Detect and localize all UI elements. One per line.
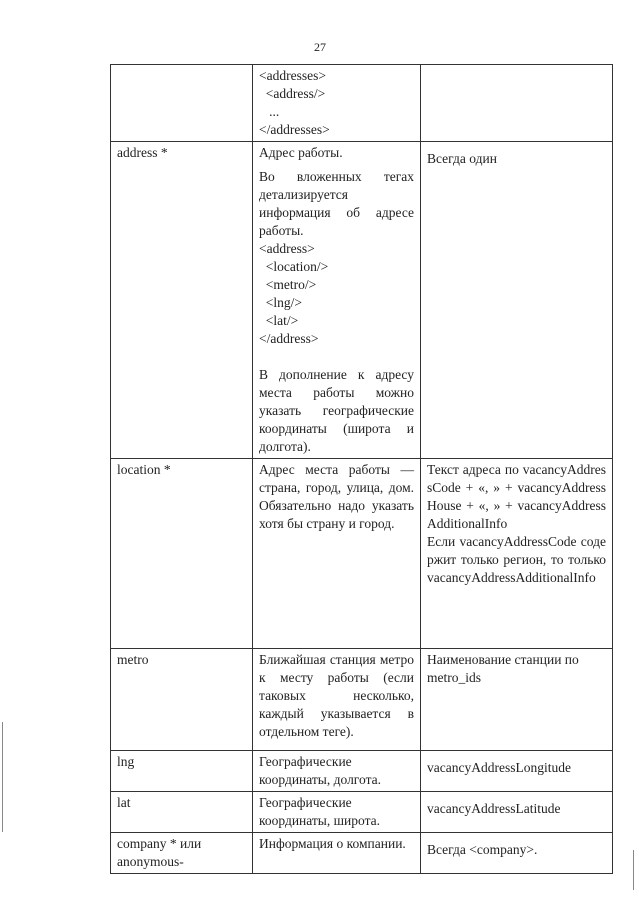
- code-line: </address>: [259, 331, 319, 346]
- mapping-cell: vacancyAddressLongitude: [421, 751, 613, 792]
- description-cell: Информация о компании.: [253, 833, 421, 874]
- tag-name-cell: lat: [111, 792, 253, 833]
- mapping-cell: [421, 65, 613, 142]
- table-row: [111, 65, 613, 142]
- code-line: <location/>: [259, 259, 329, 274]
- description-cell: [253, 65, 421, 142]
- mapping-text: Если vacancyAddressCode содержит только регион, то только vacancyAddressAdditionalInfo: [427, 534, 606, 585]
- mapping-text: Текст адреса по vacancyAddressCode + «, » + vacancyAddressHouse + «, » + vacancyAddressAdditionalInfo: [427, 462, 606, 531]
- tag-name-cell: address *: [111, 142, 253, 459]
- description-cell: [253, 142, 421, 459]
- xml-example: [259, 240, 414, 348]
- mapping-cell: vacancyAddressLatitude: [421, 792, 613, 833]
- description-cell: Географические координаты, широта.: [253, 792, 421, 833]
- xml-example: [259, 67, 414, 139]
- description-text: Во вложенных тегах детализируется информация об адресе работы.: [259, 169, 414, 238]
- mapping-cell: Всегда один: [421, 142, 613, 459]
- table-row: [111, 833, 613, 874]
- specification-table: [110, 64, 613, 874]
- tag-name-cell: [111, 65, 253, 142]
- tag-name-cell: metro: [111, 649, 253, 751]
- description-cell: Адрес места работы — страна, город, улица, дом. Обязательно надо указать хотя бы страну и город.: [253, 459, 421, 649]
- code-line: <address>: [259, 241, 315, 256]
- mapping-cell: [421, 459, 613, 649]
- table-row: [111, 649, 613, 751]
- table-row: [111, 751, 613, 792]
- code-line: <lng/>: [259, 295, 302, 310]
- code-line: ...: [259, 104, 280, 119]
- description-text: В дополнение к адресу места работы можно указать географические координаты (широта и долгота).: [259, 367, 414, 454]
- mapping-cell: Всегда <company>.: [421, 833, 613, 874]
- description-text: Адрес работы.: [259, 145, 343, 160]
- table-row: [111, 459, 613, 649]
- page-number: 27: [314, 40, 326, 54]
- mapping-cell: Наименование станции по metro_ids: [421, 649, 613, 751]
- code-line: </addresses>: [259, 122, 330, 137]
- description-cell: Географические координаты, долгота.: [253, 751, 421, 792]
- table-row: [111, 142, 613, 459]
- tag-name-cell: location *: [111, 459, 253, 649]
- code-line: <lat/>: [259, 313, 299, 328]
- description-cell: Ближайшая станция метро к месту работы (если таковых несколько, каждый указывается в отдельном теге).: [253, 649, 421, 751]
- scan-margin-line: [633, 850, 634, 890]
- tag-name-cell: lng: [111, 751, 253, 792]
- code-line: <addresses>: [259, 68, 326, 83]
- table-row: [111, 792, 613, 833]
- scan-margin-line: [2, 722, 3, 832]
- code-line: <address/>: [259, 86, 326, 101]
- code-line: <metro/>: [259, 277, 317, 292]
- tag-name-cell: company * или anonymous-: [111, 833, 253, 874]
